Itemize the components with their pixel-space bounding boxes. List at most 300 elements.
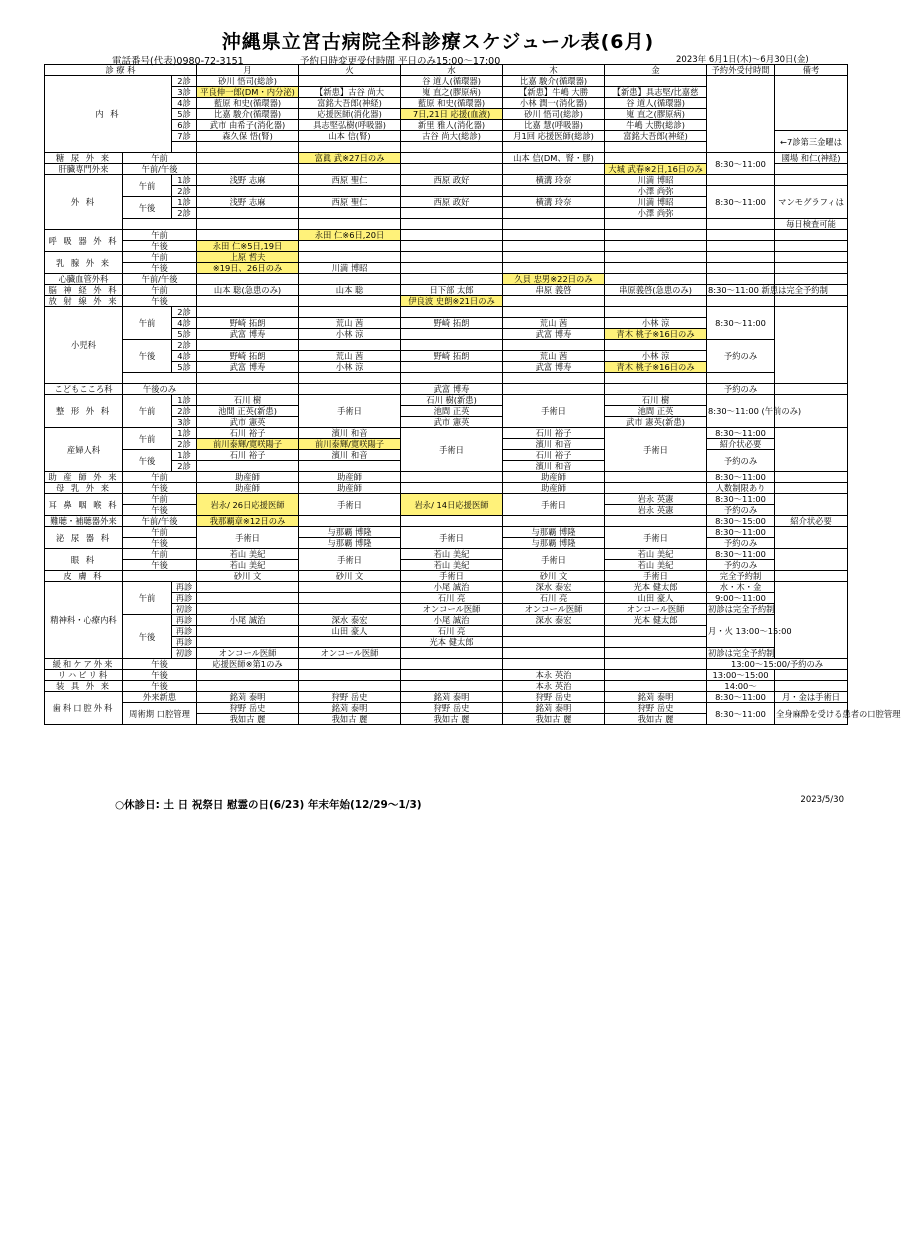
schedule-cell: 石川 裕子 [197, 450, 299, 461]
schedule-cell: 予約のみ [707, 384, 775, 395]
schedule-cell [775, 263, 848, 274]
schedule-cell: 初診は完全予約制 [708, 604, 775, 614]
schedule-cell: 小児科 [45, 307, 123, 384]
schedule-cell: 川満 博昭 [605, 175, 707, 186]
page-title: 沖縄県立宮古病院全科診療スケジュール表(6月) [221, 31, 655, 53]
table-row [45, 659, 848, 670]
schedule-cell: 8:30～11:00 [707, 692, 775, 703]
schedule-cell: 午前 [123, 527, 197, 538]
table-row [45, 153, 848, 164]
schedule-cell [775, 681, 848, 692]
schedule-cell: 川満 博昭 [299, 263, 401, 274]
schedule-cell: 午前 [123, 395, 172, 428]
schedule-cell [605, 626, 707, 637]
schedule-cell: 8:30～11:00 新患は完全予約制 [708, 285, 828, 295]
schedule-cell [775, 428, 848, 472]
schedule-cell [775, 670, 848, 681]
schedule-cell [605, 637, 707, 648]
schedule-cell [299, 516, 401, 527]
table-row [45, 395, 848, 406]
schedule-cell [605, 681, 707, 692]
schedule-cell [299, 670, 401, 681]
schedule-cell: 深水 泰宏 [299, 615, 401, 626]
schedule-cell [299, 461, 401, 472]
schedule-cell: 浅野 志麻 [197, 175, 299, 186]
schedule-cell [401, 208, 503, 219]
schedule-cell [605, 219, 707, 230]
schedule-cell: 石川 亮 [401, 626, 503, 637]
schedule-cell: 初診は完全予約制 [708, 648, 775, 658]
schedule-cell: 予約のみ [707, 505, 775, 516]
schedule-cell: 整 形 外 科 [45, 395, 123, 428]
closed-days-note: ○休診日: 土 日 祝祭日 慰霊の日(6/23) 年末年始(12/29～1/3) [115, 799, 422, 811]
schedule-cell: 武市 憲英(新患) [605, 417, 707, 428]
schedule-cell: 午前 [123, 472, 197, 483]
schedule-cell: 助産師 [299, 472, 401, 483]
schedule-cell: 【新患】牛嶋 大勝 [503, 87, 605, 98]
schedule-cell: 山本 聡 [299, 285, 401, 296]
schedule-cell: 浅野 志麻 [197, 197, 299, 208]
schedule-cell: 14:00～ [707, 681, 775, 692]
schedule-cell [605, 648, 707, 659]
schedule-cell: 8:30～11:00 [707, 494, 775, 505]
schedule-cell [605, 263, 707, 274]
schedule-cell: 濱川 和音 [503, 461, 605, 472]
schedule-cell: 眼 科 [45, 549, 123, 571]
schedule-cell [401, 483, 503, 494]
schedule-cell [605, 670, 707, 681]
schedule-cell: 大城 武春※2日,16日のみ [605, 164, 707, 175]
schedule-cell: 9:00～11:00 [707, 593, 775, 604]
schedule-cell: 2診 [172, 461, 197, 472]
schedule-cell: 串原義啓(急患のみ) [605, 285, 707, 296]
table-row [45, 428, 848, 439]
schedule-cell: 手術日 [605, 527, 707, 549]
schedule-cell [401, 263, 503, 274]
schedule-cell [775, 274, 848, 285]
schedule-cell: 日下部 太郎 [401, 285, 503, 296]
schedule-cell: 6診 [172, 120, 197, 131]
schedule-cell: 若山 美紀 [197, 549, 299, 560]
schedule-cell [605, 296, 707, 307]
schedule-cell: 予約のみ [707, 538, 775, 549]
schedule-cell: 1診 [172, 175, 197, 186]
schedule-cell: 午後 [123, 681, 197, 692]
schedule-cell: 与那覇 博隆 [299, 538, 401, 549]
table-row [45, 340, 848, 351]
schedule-cell: 久貝 忠男※22日のみ [503, 274, 605, 285]
schedule-cell: 濱川 和音 [503, 439, 605, 450]
schedule-cell [299, 252, 401, 263]
schedule-cell: 8:30～11:00 [707, 153, 775, 175]
schedule-cell: 月・金は手術日 [775, 692, 848, 703]
schedule-cell: 光本 健太郎 [605, 582, 707, 593]
schedule-cell: 狩野 岳史 [503, 692, 605, 703]
schedule-cell [605, 252, 707, 263]
schedule-cell [503, 307, 605, 318]
schedule-cell [197, 373, 299, 384]
schedule-cell: 午後 [123, 241, 197, 252]
schedule-cell: 8:30～11:00 [707, 527, 775, 538]
schedule-cell [503, 637, 605, 648]
schedule-cell: 本永 英治 [503, 681, 605, 692]
schedule-cell: 横溝 玲奈 [503, 175, 605, 186]
table-row [45, 285, 848, 296]
schedule-cell [197, 219, 299, 230]
schedule-cell: 我如古 麗 [197, 714, 299, 725]
schedule-cell: 永田 仁※6日,20日 [299, 230, 401, 241]
table-row [45, 549, 848, 560]
schedule-cell [605, 142, 707, 153]
schedule-cell: 4診 [172, 351, 197, 362]
schedule-cell: 石川 樹(新患) [401, 395, 503, 406]
schedule-cell: 再診 [172, 593, 197, 604]
schedule-cell: 午後 [123, 197, 172, 219]
schedule-cell: 5診 [172, 109, 197, 120]
schedule-cell: 皮 膚 科 [45, 571, 123, 582]
schedule-cell: 3診 [172, 87, 197, 98]
schedule-cell: 紹介状必要 [775, 516, 848, 527]
header-cell: 木 [503, 65, 605, 76]
schedule-cell [775, 175, 848, 186]
schedule-cell: 石川 亮 [401, 593, 503, 604]
schedule-cell: 西原 聖仁 [299, 175, 401, 186]
schedule-cell: 助産師 [299, 483, 401, 494]
schedule-cell: 銘苅 泰明 [503, 703, 605, 714]
schedule-cell [197, 593, 299, 604]
header-row [45, 65, 848, 76]
schedule-cell: 森久保 悟(腎) [197, 131, 299, 142]
schedule-cell: 手術日 [605, 428, 707, 472]
schedule-cell [503, 373, 605, 384]
schedule-cell [299, 241, 401, 252]
schedule-cell [707, 296, 775, 307]
schedule-cell: 手術日 [299, 549, 401, 571]
schedule-cell: オンコール医師 [299, 648, 401, 659]
schedule-cell [299, 296, 401, 307]
schedule-cell [707, 175, 775, 186]
schedule-cell [401, 252, 503, 263]
schedule-cell: 野崎 拓朗 [401, 318, 503, 329]
schedule-cell: 狩野 岳史 [299, 692, 401, 703]
schedule-cell [197, 626, 299, 637]
schedule-cell: 深水 泰宏 [503, 582, 605, 593]
schedule-cell [299, 384, 401, 395]
schedule-cell: 横溝 玲奈 [503, 197, 605, 208]
schedule-cell: 銘苅 泰明 [401, 692, 503, 703]
schedule-cell [503, 296, 605, 307]
schedule-cell: 富眞 武※27日のみ [299, 153, 401, 164]
schedule-cell: 青木 桃子※16日のみ [605, 329, 707, 340]
schedule-cell: 2診 [172, 186, 197, 197]
schedule-cell: 呼 吸 器 外 科 [45, 230, 123, 252]
schedule-cell: 古谷 尚大(総診) [401, 131, 503, 142]
schedule-cell: 紹介状必要 [707, 439, 775, 450]
schedule-cell: 午後 [123, 670, 197, 681]
schedule-cell: 手術日 [605, 571, 707, 582]
schedule-cell: 武市 憲英 [401, 417, 503, 428]
schedule-cell: 13:00～15:00/予約のみ [707, 659, 848, 670]
schedule-cell: 石川 亮 [503, 593, 605, 604]
schedule-cell: 午後のみ [123, 384, 197, 395]
schedule-cell: 3診 [172, 417, 197, 428]
schedule-cell: 初診 [172, 604, 197, 615]
schedule-cell [707, 252, 775, 263]
schedule-cell [172, 142, 197, 153]
schedule-cell: 午前 [123, 494, 197, 505]
schedule-cell [775, 527, 848, 549]
schedule-cell: 武市 由希子(消化器) [197, 120, 299, 131]
schedule-cell [503, 164, 605, 175]
schedule-cell: 我那覇章※12日のみ [197, 516, 299, 527]
schedule-cell: 嵬 直之(膠原病) [605, 109, 707, 120]
schedule-cell [197, 296, 299, 307]
schedule-cell [299, 219, 401, 230]
schedule-cell [197, 461, 299, 472]
schedule-cell: 具志堅弘樹(呼吸器) [299, 120, 401, 131]
schedule-cell [775, 549, 848, 571]
schedule-cell: 小林 涼 [605, 318, 707, 329]
schedule-cell [401, 307, 503, 318]
schedule-cell: 母 乳 外 来 [45, 483, 123, 494]
schedule-cell: 外来新患 [123, 692, 197, 703]
schedule-cell [605, 483, 707, 494]
schedule-cell: 西原 政好 [401, 197, 503, 208]
schedule-cell: 周術期 口腔管理 [123, 703, 197, 725]
schedule-cell: 山本 信(DM、腎・膠) [503, 153, 605, 164]
schedule-cell: 4診 [172, 98, 197, 109]
table-row [45, 230, 848, 241]
schedule-cell: 國場 和仁(神経) [775, 153, 848, 164]
schedule-cell: 1診 [172, 197, 197, 208]
schedule-cell [401, 681, 503, 692]
schedule-cell: 新里 雅人(消化器) [401, 120, 503, 131]
issue-date: 2023/5/30 [800, 795, 844, 805]
schedule-cell: 上原 哲夫 [197, 252, 299, 263]
schedule-cell: 助産師 [197, 472, 299, 483]
schedule-cell: 荒山 茜 [299, 318, 401, 329]
schedule-cell: 与那覇 博隆 [503, 527, 605, 538]
schedule-cell [503, 659, 605, 670]
schedule-cell: 予約のみ [707, 560, 775, 571]
schedule-cell: 難聴・補聴器外来 [45, 516, 123, 527]
table-row [45, 516, 848, 527]
schedule-cell [401, 340, 503, 351]
table-row [45, 582, 848, 593]
table-row [45, 703, 848, 714]
schedule-cell: 西原 政好 [401, 175, 503, 186]
schedule-cell: 永田 仁※5日,19日 [197, 241, 299, 252]
schedule-cell: 8:30～11:00 [707, 307, 775, 340]
table-row [45, 296, 848, 307]
schedule-cell [401, 241, 503, 252]
schedule-cell: 2診 [172, 406, 197, 417]
schedule-cell: 8:30～11:00 [707, 186, 775, 219]
schedule-cell: オンコール医師 [605, 604, 707, 615]
schedule-cell [299, 681, 401, 692]
schedule-cell: 午前 [123, 285, 197, 296]
schedule-cell: 与那覇 博隆 [503, 538, 605, 549]
schedule-cell: 午後 [123, 296, 197, 307]
schedule-cell [605, 472, 707, 483]
schedule-cell [197, 670, 299, 681]
schedule-cell: 緩和ケア外来 [45, 659, 123, 670]
schedule-cell: オンコール医師 [401, 604, 503, 615]
schedule-cell [605, 384, 707, 395]
schedule-cell [123, 219, 197, 230]
schedule-cell: 8:30～11:00 [707, 472, 775, 483]
schedule-cell: 比嘉 慧(呼吸器) [503, 120, 605, 131]
schedule-cell: 山本 聡(急患のみ) [197, 285, 299, 296]
schedule-cell: 午前 [123, 582, 172, 615]
schedule-cell [197, 384, 299, 395]
table-row [45, 615, 848, 626]
schedule-cell: 午前/午後 [123, 274, 197, 285]
schedule-cell: 耳 鼻 咽 喉 科 [45, 494, 123, 516]
schedule-cell [401, 659, 503, 670]
schedule-cell [605, 340, 707, 351]
schedule-cell: 放 射 線 外 来 [45, 296, 123, 307]
schedule-cell: 前川泰輝/寛咲陽子 [299, 439, 401, 450]
schedule-cell: 【新患】古谷 尚大 [299, 87, 401, 98]
schedule-cell: 助産師 [503, 483, 605, 494]
schedule-cell [707, 373, 775, 384]
schedule-cell: 光本 健太郎 [605, 615, 707, 626]
schedule-cell: 荒山 茜 [503, 318, 605, 329]
schedule-cell: 手術日 [299, 395, 401, 428]
schedule-cell [503, 626, 605, 637]
schedule-cell: 小澤 尚弥 [605, 208, 707, 219]
schedule-cell: 山田 豪人 [605, 593, 707, 604]
header-cell: 金 [605, 65, 707, 76]
schedule-cell: 8:30～11:00 [707, 428, 775, 439]
schedule-cell: 武富 博寿 [503, 362, 605, 373]
schedule-cell: 応援医師※第1のみ [197, 659, 299, 670]
schedule-cell [299, 186, 401, 197]
schedule-cell: 小林 涼 [299, 362, 401, 373]
schedule-cell: 午前 [123, 307, 172, 340]
schedule-cell [775, 384, 848, 395]
schedule-cell: 石川 裕子 [503, 450, 605, 461]
schedule-cell: 午後 [123, 483, 197, 494]
schedule-cell: 全身麻酔を受ける患者の口腔管理 [775, 703, 848, 725]
schedule-cell [401, 648, 503, 659]
schedule-cell: 再診 [172, 615, 197, 626]
table-row [45, 681, 848, 692]
schedule-cell [775, 76, 848, 131]
table-row [45, 692, 848, 703]
schedule-cell: 心臓血管外科 [45, 274, 123, 285]
schedule-cell: 7日,21日 応援(血液) [401, 109, 503, 120]
schedule-cell: 午前/午後 [123, 164, 197, 175]
schedule-cell [503, 230, 605, 241]
schedule-cell [775, 307, 848, 384]
schedule-cell: 野崎 拓朗 [197, 351, 299, 362]
table-row [45, 494, 848, 505]
schedule-cell: 荒山 茜 [503, 351, 605, 362]
schedule-cell: 砂川 文 [197, 571, 299, 582]
table-row [45, 76, 848, 87]
schedule-cell [707, 241, 775, 252]
schedule-cell [401, 362, 503, 373]
table-row [45, 263, 848, 274]
schedule-cell [503, 516, 605, 527]
schedule-cell: 石川 樹 [197, 395, 299, 406]
schedule-cell: 岩永/ 14日応援医師 [401, 494, 503, 516]
table-row [45, 219, 848, 230]
schedule-cell: 手術日 [401, 428, 503, 472]
schedule-cell: 1診 [172, 450, 197, 461]
schedule-cell [775, 494, 848, 516]
schedule-cell: 砂川 文 [299, 571, 401, 582]
schedule-cell [605, 76, 707, 87]
schedule-cell: 初診 [172, 648, 197, 659]
schedule-cell [401, 670, 503, 681]
schedule-cell: 予約のみ [707, 450, 775, 472]
schedule-cell: 午前 [123, 230, 197, 241]
header-cell: 備考 [775, 65, 848, 76]
schedule-cell: 手術日 [401, 571, 503, 582]
header-cell: 水 [401, 65, 503, 76]
schedule-cell: 脳 神 経 外 科 [45, 285, 123, 296]
schedule-cell: 川満 博昭 [605, 197, 707, 208]
schedule-cell [775, 296, 848, 307]
schedule-cell: ←7診第三金曜は [775, 131, 848, 153]
schedule-cell [503, 208, 605, 219]
phone-number: 電話番号(代表)0980-72-3151 [112, 56, 244, 67]
schedule-cell: 濱川 和音 [299, 450, 401, 461]
schedule-cell: 若山 美紀 [401, 560, 503, 571]
schedule-cell: 富銘大吾郎(神経) [605, 131, 707, 142]
schedule-cell: 我如古 麗 [299, 714, 401, 725]
schedule-cell [299, 142, 401, 153]
schedule-cell: 武富 博寿 [197, 362, 299, 373]
schedule-cell: 武市 憲英 [197, 417, 299, 428]
schedule-cell: 月・火 13:00～15:00 [707, 615, 775, 648]
schedule-cell: 午後 [123, 615, 172, 659]
schedule-cell: 午後 [123, 340, 172, 373]
table-row [45, 472, 848, 483]
schedule-cell [503, 186, 605, 197]
schedule-cell: 手術日 [503, 395, 605, 428]
schedule-cell: 8:30～11:00 (午前のみ) [707, 395, 775, 428]
schedule-cell: 助 産 師 外 来 [45, 472, 123, 483]
schedule-cell: マンモグラフィは [775, 186, 848, 219]
schedule-cell: 嵬 直之(膠原病) [401, 87, 503, 98]
schedule-cell: 外 科 [45, 175, 123, 230]
schedule-cell: 武富 博寿 [503, 329, 605, 340]
schedule-cell: 8:30～11:00 [707, 703, 775, 725]
schedule-cell: 午前 [123, 153, 197, 164]
schedule-cell [605, 230, 707, 241]
schedule-cell: 谷 道人(循環器) [605, 98, 707, 109]
schedule-cell [401, 230, 503, 241]
schedule-cell: 小尾 誠治 [197, 615, 299, 626]
schedule-table [44, 64, 901, 725]
schedule-cell: 藍原 和史(循環器) [197, 98, 299, 109]
schedule-cell: 比嘉 駿介(循環器) [197, 109, 299, 120]
schedule-cell [401, 472, 503, 483]
schedule-cell: 石川 裕子 [197, 428, 299, 439]
schedule-cell: 肝臓専門外来 [45, 164, 123, 175]
schedule-cell: 濱川 和音 [299, 428, 401, 439]
table-row [45, 373, 848, 384]
schedule-cell: 再診 [172, 637, 197, 648]
schedule-cell: 手術日 [503, 494, 605, 516]
schedule-cell: 午前 [123, 252, 197, 263]
schedule-cell [707, 219, 775, 230]
schedule-cell [605, 516, 707, 527]
